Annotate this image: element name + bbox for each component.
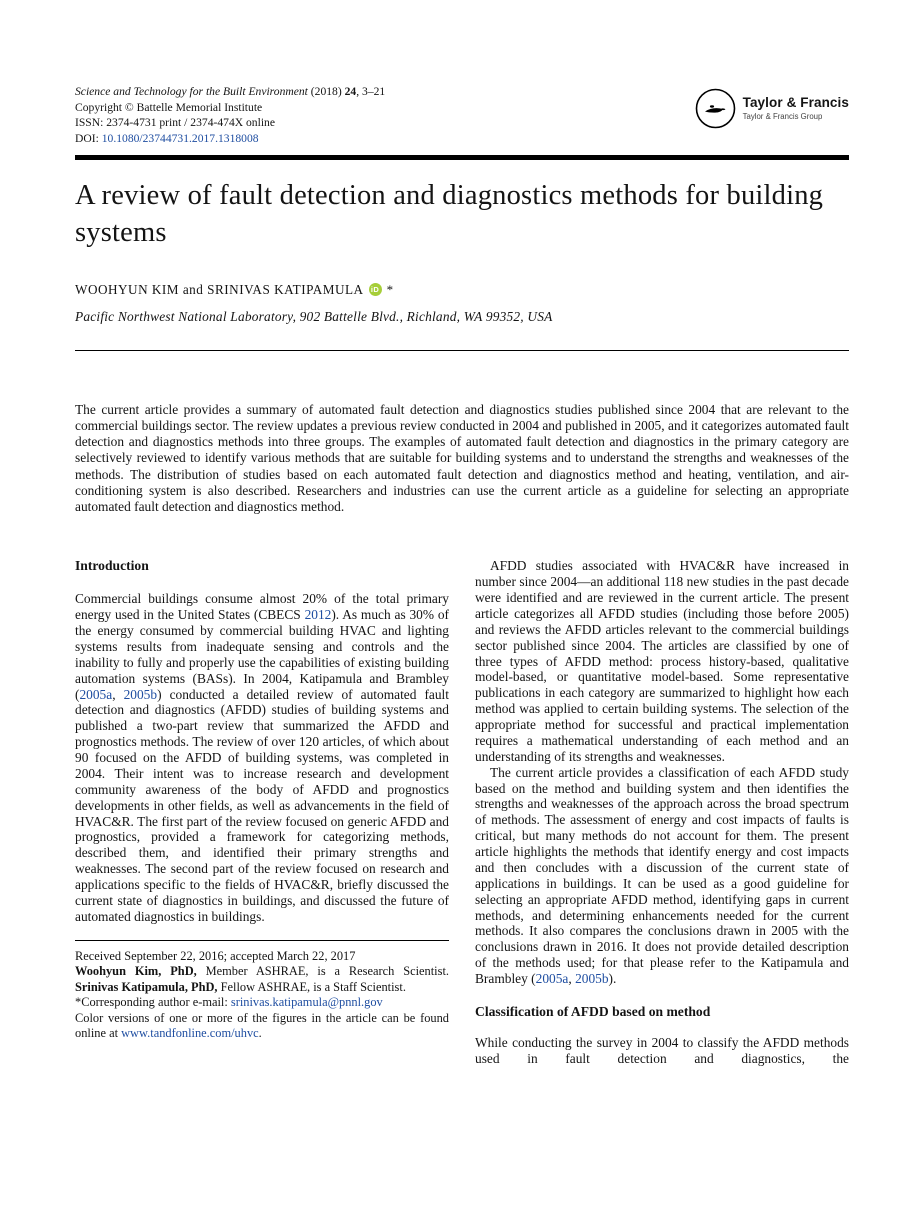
color-note-text: Color versions of one or more of the figures in the article can be found online at xyxy=(75,1010,449,1041)
doi-line xyxy=(75,131,385,147)
citation-2005b[interactable]: 2005b xyxy=(123,686,158,702)
authors-line xyxy=(75,282,849,298)
journal-header xyxy=(75,84,849,146)
body-paragraph-classification xyxy=(475,765,849,987)
footnote-divider xyxy=(75,940,449,941)
citation-2005a-2[interactable]: 2005a xyxy=(535,971,569,986)
right-column xyxy=(475,558,849,1066)
header-divider xyxy=(75,155,849,160)
orcid-icon[interactable]: iD xyxy=(369,283,382,296)
doi-link[interactable]: 10.1080/23744731.2017.1318008 xyxy=(101,131,259,145)
intro-text-3: , xyxy=(112,686,124,702)
intro-text-4: ) conducted a detailed review of automated fault detection and diagnostics (AFDD) studies of building systems and published a two-part review that summarized the AFDD and prognostics methods. The review of over 120 articles, of which about 90 focused on the AFDD of building systems, was completed in 2004. Their intent was to increase research and development community awareness of the body of AFDD and prognostics developments in other fields, as well as advancements in the field of HVAC&R. The first part of the review focused on generic AFDD and prognostics, provided a framework for categorizing methods, described them, and identified their primary strengths and weaknesses. The second part of the review focused on research and applications specific to the fields of HVAC&R, briefly discussed the current state of diagnostics in buildings, and discussed the future of automated diagnostics in buildings. xyxy=(75,686,449,924)
two-column-body xyxy=(75,558,849,1066)
article-title: A review of fault detection and diagnostics methods for building systems xyxy=(75,179,824,248)
classification-heading: Classification of AFDD based on method xyxy=(475,1003,711,1019)
body-paragraph-afdd-studies: AFDD studies associated with HVAC&R have increased in number since 2004—an additional 118 new studies in the past decade were identified and are reviewed in the current article. The present article categorizes all AFDD studies (including those before 2005) and reviews the AFDD articles relevant to the commercial buildings sector published since 2004. The articles are classified by one of three types of AFDD method: process history-based, qualitative model-based, or quantitative model-based. Some representative publications in each category are summarized to highlight how each method was applied to certain building systems. The selection of the appropriate method for successful and practical implementation requires a mathematical understanding of each method and an understanding of its strengths and weaknesses. xyxy=(475,558,849,764)
introduction-heading: Introduction xyxy=(75,558,149,574)
doi-label: DOI: xyxy=(75,131,102,145)
journal-name: Science and Technology for the Built Environment xyxy=(75,85,308,98)
left-column xyxy=(75,558,449,1066)
citation-2005a[interactable]: 2005a xyxy=(79,686,113,702)
bio-name-katipamula: Srinivas Katipamula, PhD, xyxy=(75,979,218,994)
introduction-paragraph xyxy=(75,591,449,924)
journal-info xyxy=(75,84,385,146)
author-names: WOOHYUN KIM and SRINIVAS KATIPAMULA xyxy=(75,281,364,297)
copyright-line: Copyright © Battelle Memorial Institute xyxy=(75,100,263,114)
intro-text-2: ). As much as 30% of the energy consumed by commercial building HVAC and lighting systems results from inadequate sensing and controls and the inability to fully and properly use the capabilities of existing building automation systems (BASs). In 2004, Katipamula and Brambley ( xyxy=(75,607,449,702)
abstract-text: The current article provides a summary of automated fault detection and diagnostics studies published since 2004 that are relevant to the commercial buildings sector. The review updates a previous review conducted in 2004 and published in 2005, and it categorizes automated fault detection and diagnostics methods into three groups. The examples of automated fault detection and diagnostics in the primary category are selectively reviewed to identify various methods that are suitable for building systems and to understand the strengths and weaknesses of the methods. The distribution of studies based on each automated fault detection and diagnostics method and heating, ventilation, and air-conditioning system is also described. Researchers and industries can use the current article as a guideline for selecting an appropriate automated fault detection and diagnostics method. xyxy=(75,401,849,515)
publisher-group: Taylor & Francis Group xyxy=(742,111,823,121)
corresponding-email-link[interactable]: srinivas.katipamula@pnnl.gov xyxy=(230,995,383,1010)
publisher-name-block xyxy=(743,96,849,121)
classification-text-1: The current article provides a classification of each AFDD study based on the method and building system and then identifies the strengths and weaknesses of the approach across the broad spectrum of methods. The assessment of energy and cost impacts of faults is critical, but many methods do not account for them. The present article highlights the methods that identify energy and cost impacts and then concludes with a discussion of the current state of applications in buildings. It can be used as a good guideline for selecting an appropriate AFDD method, identifying gaps in current methods, and determining enhancements needed for the current methods. It also compares the conclusions drawn in 2005 with the conclusions drawn in 2016. It does not provide detailed description of the methods used; for that please refer to the Katipamula and Brambley ( xyxy=(475,764,849,986)
color-versions-note xyxy=(75,1011,449,1042)
footnote-block xyxy=(75,940,449,1042)
classification-text-3: ). xyxy=(608,971,617,986)
publisher-logo xyxy=(695,84,849,129)
received-accepted-line: Received September 22, 2016; accepted March 22, 2017 xyxy=(75,948,356,963)
author-bios xyxy=(75,964,449,995)
journal-issue: (2018) xyxy=(307,85,345,98)
corresponding-label: *Corresponding author e-mail: xyxy=(75,995,231,1010)
bio-name-kim: Woohyun Kim, PhD, xyxy=(75,964,197,979)
journal-citation-line xyxy=(75,84,385,100)
journal-pages: , 3–21 xyxy=(356,85,386,98)
author-affiliation: Pacific Northwest National Laboratory, 902 Battelle Blvd., Richland, WA 99352, USA xyxy=(75,308,553,324)
classification-text-2: , xyxy=(568,971,576,986)
issn-line: ISSN: 2374-4731 print / 2374-474X online xyxy=(75,116,275,130)
intro-text-1: Commercial buildings consume almost 20% of the total primary energy used in the United States (CBECS xyxy=(75,591,449,623)
body-paragraph-survey: While conducting the survey in 2004 to classify the AFDD methods used in fault detection and diagnostics, the xyxy=(475,1034,849,1066)
bio-text-kim: Member ASHRAE, is a Research Scientist. xyxy=(196,964,449,979)
citation-cbecs-2012[interactable]: 2012 xyxy=(304,607,332,623)
journal-volume: 24 xyxy=(344,85,357,98)
corresponding-author-mark: * xyxy=(386,281,394,297)
corresponding-author-line xyxy=(75,995,449,1011)
publisher-name: Taylor & Francis xyxy=(742,94,849,110)
affiliation-divider xyxy=(75,350,849,351)
bio-text-katipamula: Fellow ASHRAE, is a Staff Scientist. xyxy=(217,979,406,994)
citation-2005b-2[interactable]: 2005b xyxy=(575,971,609,986)
taylor-francis-logo-icon xyxy=(695,88,736,129)
color-note-period: . xyxy=(258,1026,262,1041)
tandfonline-link[interactable]: www.tandfonline.com/uhvc xyxy=(121,1026,259,1041)
